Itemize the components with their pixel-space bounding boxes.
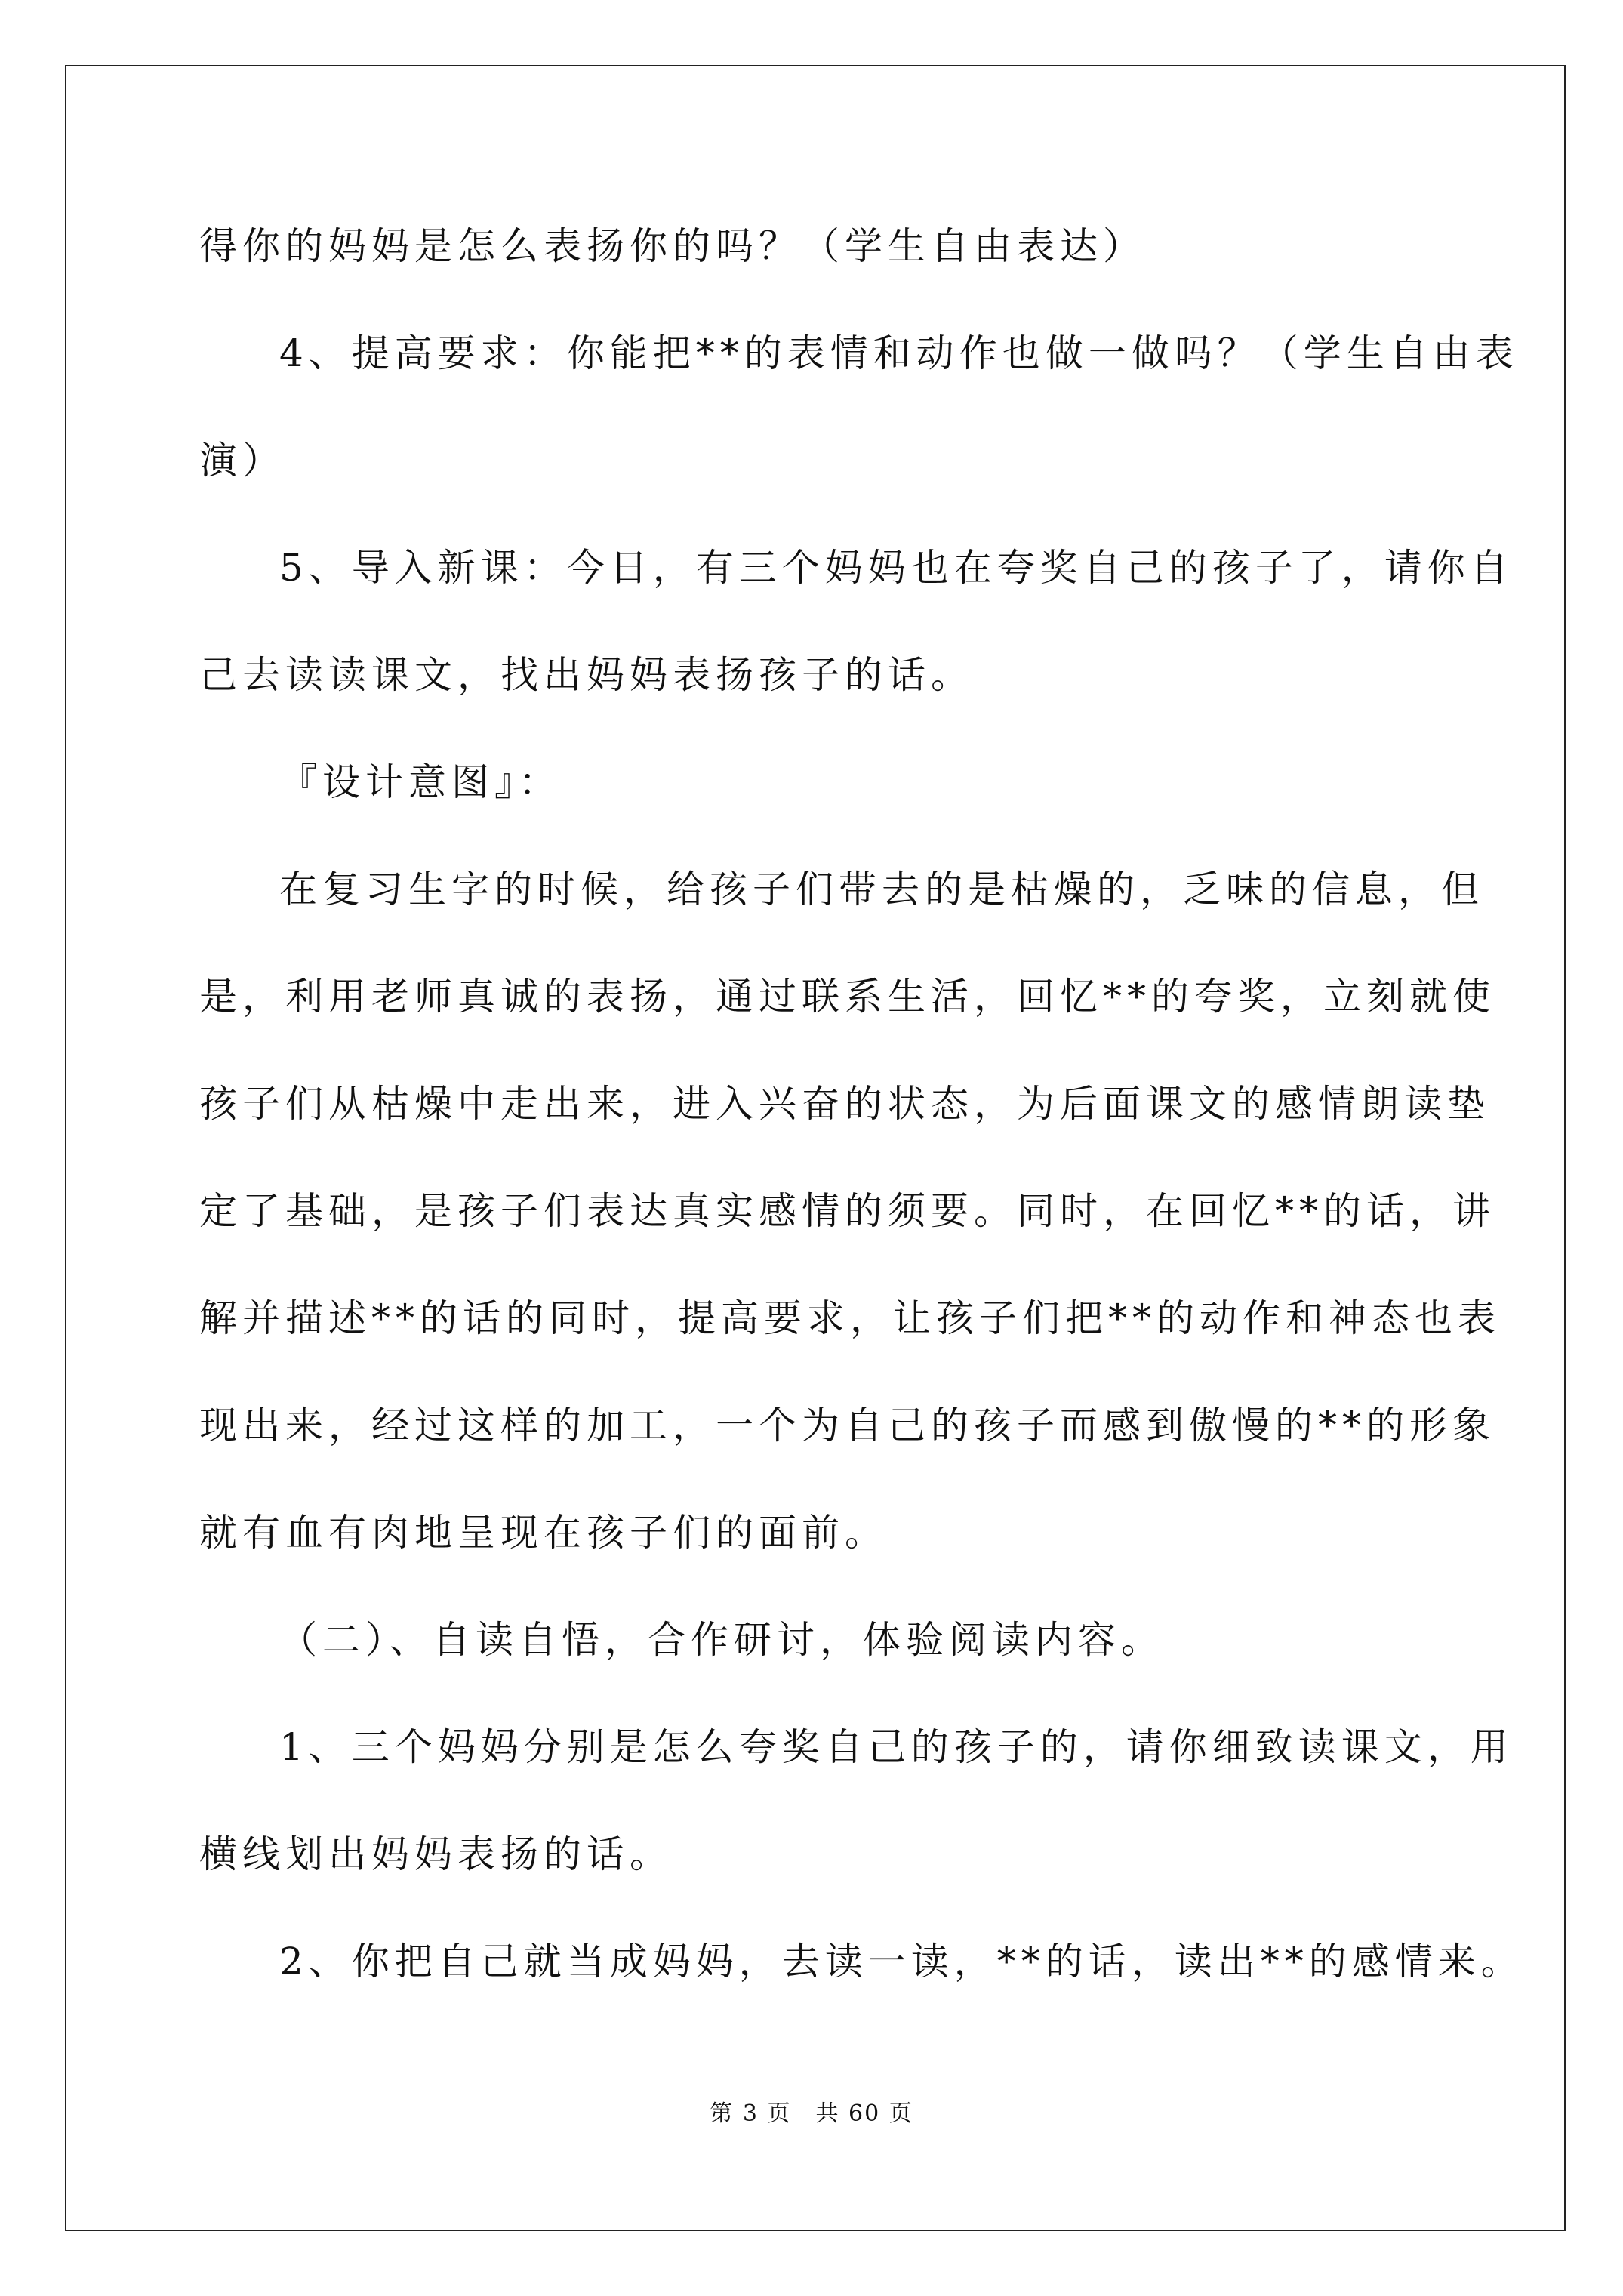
section-heading: 『设计意图』：: [279, 760, 562, 804]
page-number: 第 3 页 共 60 页: [710, 2100, 913, 2127]
text-line: 1、三个妈妈分别是怎么夸奖自己的孩子的，请你细致读课文，用: [279, 1725, 1514, 1769]
text-line: 得你的妈妈是怎么表扬你的吗？（学生自由表达）: [199, 224, 1146, 268]
text-line: 横线划出妈妈表扬的话。: [199, 1832, 673, 1876]
text-line: 孩子们从枯燥中走出来，进入兴奋的状态，为后面课文的感情朗读垫: [199, 1082, 1490, 1126]
text-line: 是，利用老师真诚的表扬，通过联系生活，回忆**的夸奖，立刻就使: [199, 975, 1495, 1019]
text-line: 2、你把自己就当成妈妈，去读一读，**的话，读出**的感情来。: [279, 1940, 1524, 1983]
text-line: 己去读读课文，找出妈妈表扬孩子的话。: [199, 653, 974, 697]
text-line: 解并描述**的话的同时，提高要求，让孩子们把**的动作和神态也表: [199, 1296, 1501, 1340]
document-body: [199, 208, 1524, 2031]
section-heading: （二）、自读自悟，合作研讨，体验阅读内容。: [279, 1618, 1164, 1662]
text-line: 在复习生字的时候，给孩子们带去的是枯燥的，乏味的信息，但: [279, 868, 1484, 911]
text-line: 5、导入新课：今日，有三个妈妈也在夸奖自己的孩子了，请你自: [279, 546, 1514, 590]
text-line: 就有血有肉地呈现在孩子们的面前。: [199, 1511, 888, 1555]
text-line: 现出来，经过这样的加工，一个为自己的孩子而感到傲慢的**的形象: [199, 1404, 1495, 1447]
text-line: 定了基础，是孩子们表达真实感情的须要。同时，在回忆**的话，讲: [199, 1189, 1495, 1233]
text-line: 演）: [199, 439, 285, 482]
text-line: 4、提高要求：你能把**的表情和动作也做一做吗？（学生自由表: [279, 331, 1519, 375]
